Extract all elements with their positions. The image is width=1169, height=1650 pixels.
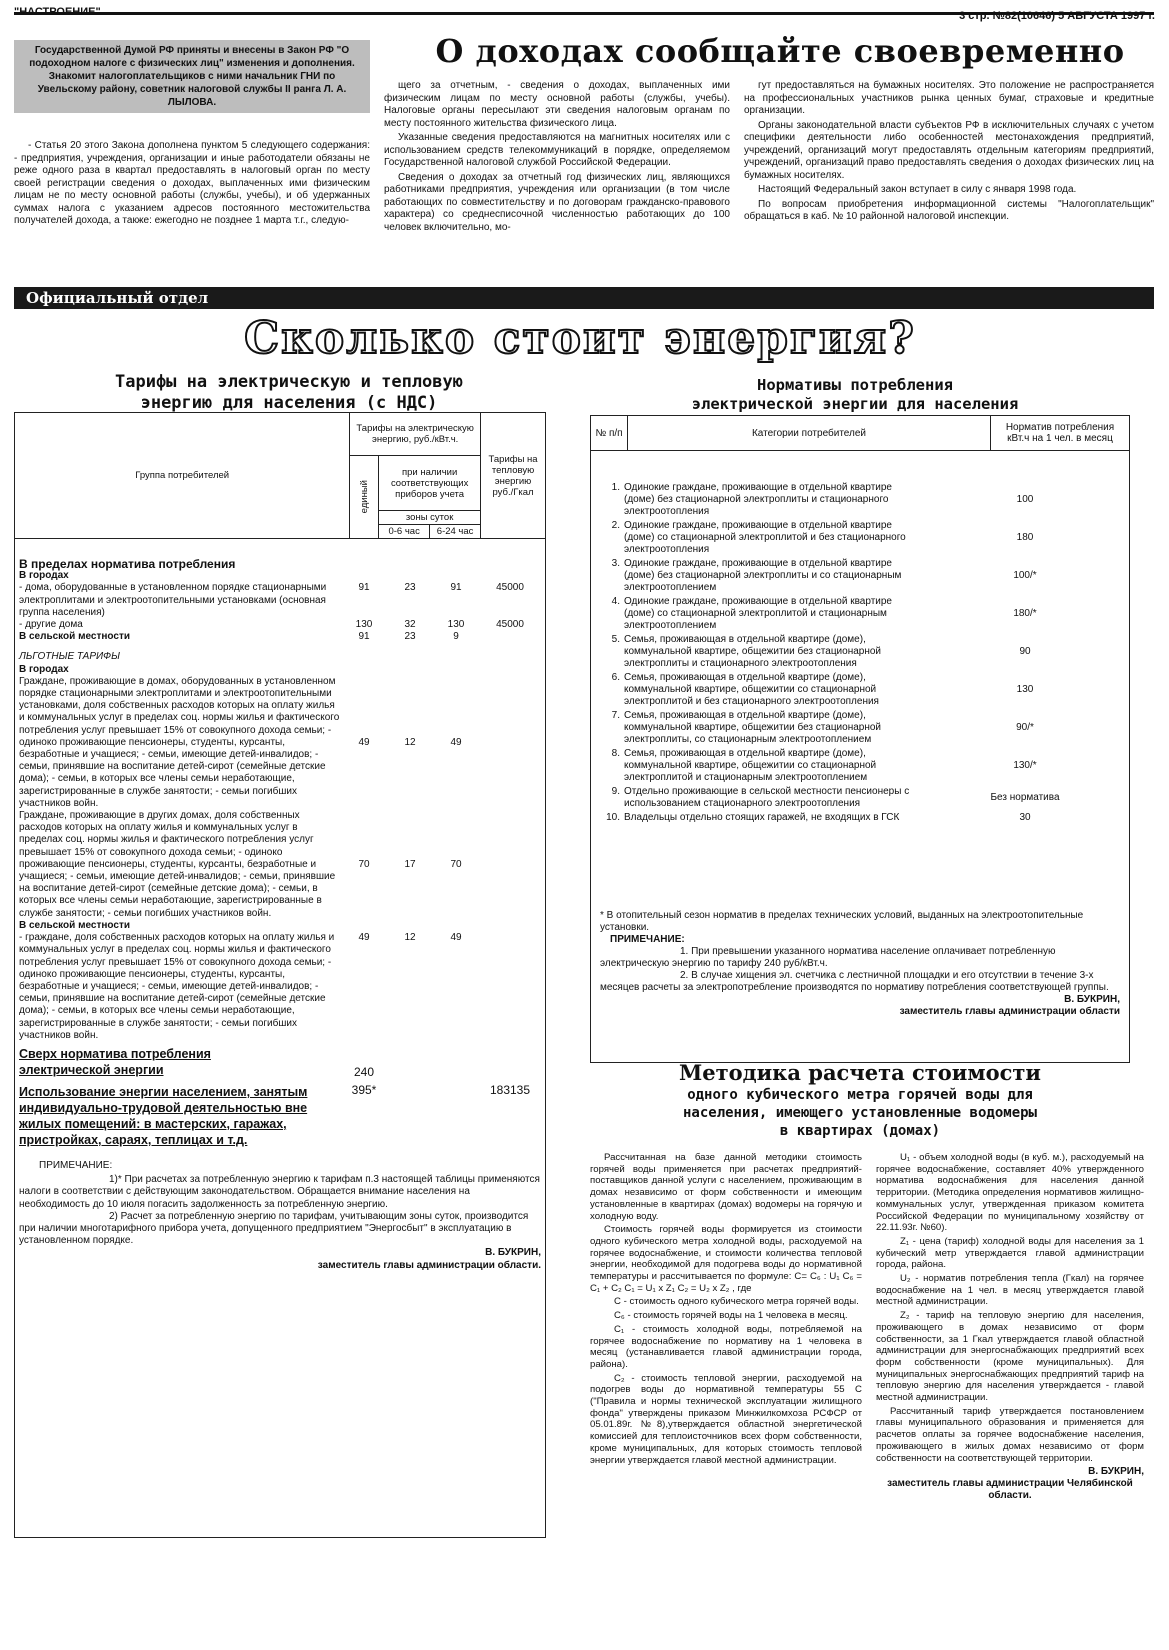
row-text: - граждане, доля собственных расходов которых на оплату жилья и коммунальных услуг в пределах соц. нормы жилья и фактического потребления услуг превышает 15% от совокупного дохода семьи; xyxy=(19,932,335,968)
method-column-1 xyxy=(590,1152,862,1468)
row-value: 45000 xyxy=(496,619,524,631)
norm-num: 10. xyxy=(606,812,620,823)
method-sign-name: В. БУКРИН, xyxy=(1088,1466,1144,1478)
row-text: Граждане, проживающие в домах, оборудованных в установленном порядке стационарными электроплитами и электроотопительными установками, доля собственных расходов которых на оплату жилья и коммунальных услуг в пределах соц. нормы жилья и фактического потребления услуг превышает 15% от совокупного дохода семьи; xyxy=(19,675,340,736)
norms-title-line1: Нормативы потребления xyxy=(757,376,953,394)
method-para: C₂ - стоимость тепловой энергии, расходуемой на подогрев воды до нормативной температуры 55 С ("Правила и нормы технической эксплуатации жилищного фонда" утверждены приказом Минжилкомхоза РСФСР от 05.01.89г. №8),утверждается областной энергетической комиссией для теплоисточников всех форм собственности, кроме муниципальных, для которых стоимость тепловой энергии утверждается главой местной администрации. xyxy=(590,1372,862,1466)
norm-category: Семья, проживающая в отдельной квартире (доме), коммунальной квартире, общежитии со стационарной электроплитой и без стационарного электроотопления xyxy=(624,672,879,707)
row-value: 91 xyxy=(358,582,370,594)
row-value: 395* xyxy=(351,1082,377,1097)
method-para: U₂ - норматив потребления тепла (Гкал) на горячее водоснабжение на 1 чел. в месяц утверждается главой местной администрации. xyxy=(876,1273,1144,1308)
norms-title xyxy=(590,376,1120,414)
col3-para-b: Органы законодательной власти субъектов РФ в исключительных случаях с учетом специфики деятельности либо особенностей местонахождения предприятий, учреждений, организаций могут предоставлять отдельным категориям предприятий, учреждений, организаций право предоставлять сведения о доходах физических лиц на бумажных носителях. xyxy=(744,119,1154,181)
lead-box: Государственной Думой РФ приняты и внесены в Закон РФ "О подоходном налоге с физических лиц" изменения и дополнения. Знакомит налогоплательщиков с ними начальник ГНИ по Увельскому району, советник налоговой службы II ранга Л. А. ЛЫЛОВА. xyxy=(14,40,370,113)
tariffs-row-work xyxy=(19,1084,541,1148)
method-para: Стоимость горячей воды формируется из стоимости одного кубического метра холодной воды, расходуемой на горячее водоснабжение, и стоимости количества тепловой энергии, необходимой для подогрева воды до нормативной температуры и рассчитывается по формуле: C= C₆ : U₁ C₆ = C₁ + C₂ C₁ = U₁ x Z₁ C₂ = U₂ x Z₂ , где xyxy=(590,1224,862,1294)
tariffs-title xyxy=(14,372,564,414)
norm-num: 9. xyxy=(611,786,620,797)
norms-table-header xyxy=(590,415,1130,451)
page-title: Сколько стоит энергия? xyxy=(244,313,916,364)
section-bar xyxy=(14,287,1154,309)
tariffs-row-4 xyxy=(19,676,541,810)
norms-row xyxy=(592,634,1126,670)
norms-row xyxy=(592,812,1126,824)
tariffs-title-line2: энергию для населения (с НДС) xyxy=(140,393,438,413)
norm-value: 180 xyxy=(1016,532,1034,543)
norm-value: 90/* xyxy=(1016,722,1034,733)
norm-value: 130 xyxy=(1016,684,1034,695)
row-value xyxy=(479,810,541,920)
row-label: В сельской местности xyxy=(19,631,131,643)
issue-info: 3 стр. №82(10646) 5 АВГУСТА 1997 г. xyxy=(959,10,1155,22)
tariffs-row-1 xyxy=(19,582,541,619)
row-value: 49 xyxy=(358,736,370,748)
tariffs-head-meter: при наличии соответствующих приборов учета xyxy=(379,456,481,511)
norms-row xyxy=(592,520,1126,556)
norms-note-2: 2. В случае хищения эл. счетчика с лестничной площадки и его отсутствии в течение 3-х месяцев расчеты за электропотребление производятся по нормативу потребления соответствующей группы. xyxy=(600,970,1109,993)
norms-sign-name: В. БУКРИН, xyxy=(1064,994,1120,1005)
method-para: Рассчитанный тариф утверждается постановлением главы муниципального образования и применяется для расчетов оплаты за горячее водоснабжение населения, проживающего в жилых домах независимо от форм собственности на соответствующей территории. xyxy=(876,1405,1144,1464)
header-rule xyxy=(14,12,1154,15)
row-value: 12 xyxy=(404,932,416,944)
norm-value: 100 xyxy=(1016,494,1034,505)
norms-note-1: 1. При превышении указанного норматива население оплачивает потребленную электрическую энергию по тарифу 240 руб/кВт.ч. xyxy=(600,946,1056,969)
norms-head-cat: Категории потребителей xyxy=(628,416,991,451)
row-value xyxy=(479,932,541,1042)
row-value: 70 xyxy=(450,858,462,870)
norms-row xyxy=(592,596,1126,632)
row-value: 9 xyxy=(453,631,459,643)
tariffs-head-single: единый xyxy=(350,456,379,539)
row-value: 12 xyxy=(404,736,416,748)
tariffs-rural: В сельской местности xyxy=(19,919,131,931)
method-para: C₁ - стоимость холодной воды, потребляемой на горячее водоснабжение по нормативу на 1 человека в месяц (устанавливается главой администрации города, района). xyxy=(590,1323,862,1370)
row-list: - одиноко проживающие пенсионеры, студенты, курсанты, безработные и учащиеся; - семьи, имеющие детей-инвалидов; - семьи, принявшие на воспитание детей-сирот (семейные детские дома); - семьи, в которых все члены семьи неработающие, зарегистрированные в службе занятости; - семьи погибших участников войн. xyxy=(19,724,332,809)
tariffs-s1-city: В городах xyxy=(19,570,69,582)
norms-sign-title: заместитель главы администрации области xyxy=(899,1006,1120,1017)
norms-row xyxy=(592,786,1126,810)
norm-num: 8. xyxy=(611,748,620,759)
norm-category: Одинокие граждане, проживающие в отдельной квартире (доме) без стационарной электроплиты и со стационарным электроотоплением xyxy=(624,558,902,593)
norms-row xyxy=(592,710,1126,746)
norms-row xyxy=(592,482,1126,518)
col1-text: - Статья 20 этого Закона дополнена пунктом 5 следующего содержания: - предприятия, учреждения, организации и иные работодатели обязаны не реже одного раза в квартал предоставлять в налоговый орган по месту своей регистрации сведения о доходах, выплаченных ими физическим лицам не по месту основной работы (службы, учебы), и об удержанных суммах налога с указанием адресов постоянного местожительства получателей дохода, а также: ежегодно не позднее 1 марта т.г., следую- xyxy=(14,140,370,226)
norms-note-head: ПРИМЕЧАНИЕ: xyxy=(610,934,685,945)
col3-para-a: гут предоставляться на бумажных носителях. Это положение не распространяется на профессиональных участников рынка ценных бумаг, страховые и кредитные организации. xyxy=(744,80,1154,116)
norm-num: 5. xyxy=(611,634,620,645)
col3-para-c: Настоящий Федеральный закон вступает в силу с января 1998 года. xyxy=(758,184,1077,195)
norm-category: Одинокие граждане, проживающие в отдельной квартире (доме) со стационарной электроплитой и стационарным электроотоплением xyxy=(624,596,892,631)
tariffs-head-z2: 6-24 час xyxy=(430,525,481,539)
section-title: Официальный отдел xyxy=(26,289,209,307)
row-value: 49 xyxy=(358,932,370,944)
norm-category: Одинокие граждане, проживающие в отдельной квартире (доме) со стационарной электроплитой и без стационарного электроотопления xyxy=(624,520,906,555)
method-title xyxy=(580,1060,1140,1140)
method-para: Z₁ - цена (тариф) холодной воды для населения за 1 кубический метр утверждается главой администрации города, района. xyxy=(876,1235,1144,1271)
row-value: 130 xyxy=(447,619,465,631)
norm-value: 100/* xyxy=(1013,570,1037,581)
row-value: 45000 xyxy=(496,582,524,594)
method-para: C - стоимость одного кубического метра горячей воды. xyxy=(614,1296,859,1308)
row-value: 240 xyxy=(353,1064,375,1079)
tariffs-row-over xyxy=(19,1046,541,1078)
tariffs-row-6 xyxy=(19,932,541,1042)
tariffs-lgot: ЛЬГОТНЫЕ ТАРИФЫ xyxy=(19,651,120,663)
row-value: 91 xyxy=(358,631,370,643)
col2-para-b: Указанные сведения предоставляются на магнитных носителях или с использованием средств телекоммуникаций в порядке, определяемом Государственной налоговой службой Российской Федерации. xyxy=(384,132,730,168)
row-value: 70 xyxy=(358,858,370,870)
tariffs-body xyxy=(19,558,541,1272)
norms-head-val: Норматив потребления кВт.ч на 1 чел. в месяц xyxy=(991,416,1130,451)
row-label: - дома, оборудованные в установленном порядке стационарными электроплитами и электроотопительными установками (основная группа населения) xyxy=(19,582,327,618)
norms-row xyxy=(592,748,1126,784)
row-value: 130 xyxy=(355,619,373,631)
row-value: 17 xyxy=(404,858,416,870)
norm-num: 1. xyxy=(611,482,620,493)
method-title-4: в квартирах (домах) xyxy=(779,1123,941,1139)
tariffs-head-group: Группа потребителей xyxy=(15,413,350,539)
norm-category: Семья, проживающая в отдельной квартире (доме), коммунальной квартире, общежитии со стационарной электроплитой и стационарным электроотоплением xyxy=(624,748,877,783)
tariffs-note-2: 2) Расчет за потребленную энергию по тарифам, учитывающим зоны суток, производится при наличии многотарифного прибора учета, допущенного предприятием "Энергосбыт" в эксплуатацию в установленном порядке. xyxy=(19,1210,529,1247)
norm-category: Отдельно проживающие в сельской местности пенсионеры с использованием стационарного электроотопления xyxy=(624,786,910,809)
norm-category: Семья, проживающая в отдельной квартире (доме), коммунальной квартире, общежитии без стационарной электроплиты, со стационарным электроотоплением xyxy=(624,710,882,745)
row-label: Использование энергии населением, занятым индивидуально-трудовой деятельностью вне жилых помещений: в мастерских, гаражах, пристройках, сараях, теплицах и т.д. xyxy=(19,1084,308,1147)
row-label: - другие дома xyxy=(19,619,83,631)
row-label xyxy=(19,810,341,920)
tariffs-note-1: 1)* При расчетах за потребленную энергию к тарифам п.3 настоящей таблицы применяются налоги в соответствии с действующим законодательством. Обращается внимание населения на необходимость до 10 июля погасить задолженность за потребленную энергию. xyxy=(19,1174,540,1210)
row-value: 183135 xyxy=(489,1082,531,1097)
row-value: 49 xyxy=(450,736,462,748)
norm-num: 7. xyxy=(611,710,620,721)
col3-para-d: По вопросам приобретения информационной системы "Налогоплательщик" обращаться в каб. № 10 районной налоговой инспекции. xyxy=(744,198,1154,222)
row-value: 23 xyxy=(404,631,416,643)
method-title-2: одного кубического метра горячей воды для xyxy=(687,1087,1033,1103)
tariffs-table-header xyxy=(14,412,546,539)
row-value: 49 xyxy=(450,932,462,944)
col2-para-a: щего за отчетным, - сведения о доходах, выплаченных ими физическим лицам по месту основной работы (службы, учебы). Налоговые органы пересылают эти сведения налоговым органам по месту постоянного жительства физического лица. xyxy=(384,80,730,129)
tariffs-title-line1: Тарифы на электрическую и тепловую xyxy=(115,372,463,392)
norms-head-num: № п/п xyxy=(591,416,628,451)
norms-row xyxy=(592,558,1126,594)
article-column-3 xyxy=(744,80,1154,226)
norm-value: Без норматива xyxy=(990,792,1060,803)
tariffs-lgot-city: В городах xyxy=(19,663,69,675)
norm-num: 6. xyxy=(611,672,620,683)
tariffs-head-zones: зоны суток xyxy=(379,511,481,525)
norms-rows xyxy=(592,482,1126,826)
norm-num: 2. xyxy=(611,520,620,531)
norm-num: 3. xyxy=(611,558,620,569)
norm-num: 4. xyxy=(611,596,620,607)
method-title-3: населения, имеющего установленные водомеры xyxy=(682,1105,1037,1121)
row-label xyxy=(19,932,341,1042)
row-list: - одиноко проживающие пенсионеры, студенты, курсанты, безработные и учащиеся; - семьи, имеющие детей-инвалидов; - семьи, принявшие на воспитание детей-сирот (семейные детские дома); - семьи, в которых все члены семьи неработающие, зарегистрированные в службе занятости; - семьи погибших участников войн. xyxy=(19,956,332,1041)
norm-category: Владельцы отдельно стоящих гаражей, не входящих в ГСК xyxy=(624,812,900,823)
row-value: 23 xyxy=(404,582,416,594)
tariffs-sign-name: В. БУКРИН, xyxy=(485,1247,541,1259)
norm-category: Семья, проживающая в отдельной квартире (доме), коммунальной квартире, общежитии без стационарной электроплиты и стационарного электроотопления xyxy=(624,634,882,669)
norms-star: * В отопительный сезон норматив в пределах технических условий, выданных на электроотопительные установки. xyxy=(600,910,1084,933)
method-para: Z₂ - тариф на тепловую энергию для населения, проживающего в домах независимо от форм собственности, за 1 Гкал утверждается главой областной администрации для энергоснабжающих предприятий всех форм собственности (кроме муниципальных). Для муниципальных энергоснабжающих предприятий тариф на тепловую энергию для населения утверждается - главой местной администрации. xyxy=(876,1310,1144,1404)
row-value: 91 xyxy=(450,582,462,594)
row-label xyxy=(19,676,341,810)
norms-row xyxy=(592,672,1126,708)
tariffs-head-heat: Тарифы на тепловую энергию руб./Гкал xyxy=(481,413,546,539)
row-label: Сверх норматива потребления электрической энергии xyxy=(19,1046,211,1077)
norms-title-line2: электрической энергии для населения xyxy=(691,395,1019,413)
tariffs-row-5 xyxy=(19,810,541,920)
tariffs-row-2 xyxy=(19,619,541,631)
article-column-1 xyxy=(14,140,370,230)
tariffs-row-3 xyxy=(19,631,541,643)
norm-value: 130/* xyxy=(1013,760,1037,771)
tariffs-note-head: ПРИМЕЧАНИЕ: xyxy=(39,1159,113,1171)
tariffs-s1: В пределах норматива потребления xyxy=(19,557,236,571)
tariffs-head-z1: 0-6 час xyxy=(379,525,430,539)
method-para: C₆ - стоимость горячей воды на 1 человека в месяц. xyxy=(614,1310,848,1322)
row-value xyxy=(479,631,541,643)
row-list: - одиноко проживающие пенсионеры, студенты, курсанты, безработные и учащиеся; - семьи, имеющие детей-инвалидов; - семьи, принявшие на воспитание детей-сирот (семейные детские дома); - семьи, в которых все члены семьи неработающие, зарегистрированные в службе занятости; - семьи погибших участников войн. xyxy=(19,846,336,919)
norm-category: Одинокие граждане, проживающие в отдельной квартире (доме) без стационарной электроплиты и стационарного электроотопления xyxy=(624,482,892,517)
newspaper-name: "НАСТРОЕНИЕ" xyxy=(14,6,101,18)
method-column-2 xyxy=(876,1152,1144,1501)
norm-value: 90 xyxy=(1019,646,1031,657)
tariffs-head-elec: Тарифы на электрическую энергию, руб./кВт.ч. xyxy=(350,413,481,456)
norm-value: 30 xyxy=(1019,812,1031,823)
row-value xyxy=(479,676,541,810)
col2-para-c: Сведения о доходах за отчетный год физических лиц, являющихся работниками предприятия, учреждения или организации (в том числе работающих по совместительству и по договорам гражданско-правового характера) со среднесписочной численностью работающих до 100 человек включительно, мо- xyxy=(384,171,730,233)
article-headline: О доходах сообщайте своевременно xyxy=(435,32,1125,70)
method-para: U₁ - объем холодной воды (в куб. м.), расходуемый на горячее водоснабжение, составляет 40% утвержденного норматива водоснабжения для населения данной территории. (Методика определения нормативов жилищно-коммунальных услуг, утвержденная приказом комитета Российской Федерации по муниципальному хозяйству от 22.11.93г. №60). xyxy=(876,1152,1144,1234)
method-para: Рассчитанная на базе данной методики стоимость горячей воды применяется при расчетах предприятий-поставщиков данной услуги с населением, проживающим в домах независимо от форм собственности и имеющим установленные в квартирах (домах) водомеры на горячую и холодную воду. xyxy=(590,1152,862,1222)
norm-value: 180/* xyxy=(1013,608,1037,619)
method-sign-title: заместитель главы администрации Челябинской области. xyxy=(887,1477,1133,1501)
row-text: Граждане, проживающие в других домах, доля собственных расходов которых на оплату жилья и коммунальных услуг в пределах соц. нормы жилья и фактического потребления услуг превышает 15% от совокупного дохода семьи; xyxy=(19,810,314,858)
method-title-1: Методика расчета стоимости xyxy=(678,1060,1042,1085)
norms-notes xyxy=(600,910,1120,1018)
tariffs-sign-title: заместитель главы администрации области. xyxy=(317,1259,541,1271)
row-value: 32 xyxy=(404,619,416,631)
article-column-2 xyxy=(384,80,730,236)
